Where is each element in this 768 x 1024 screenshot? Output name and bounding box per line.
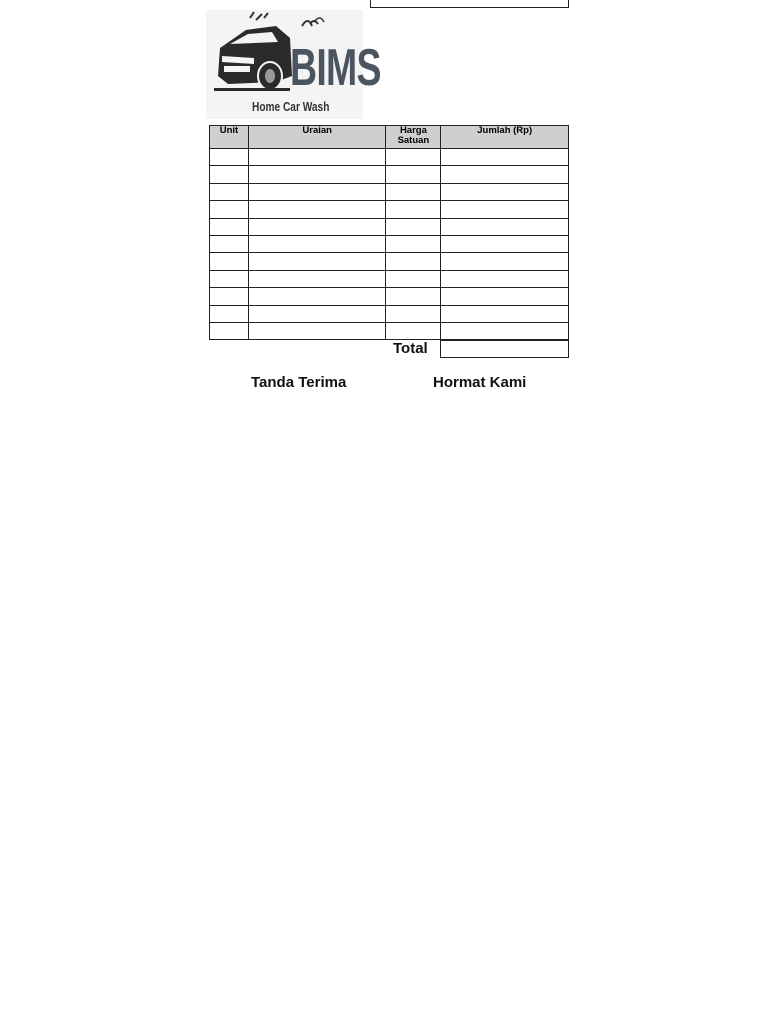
invoice-table [209, 125, 569, 340]
cell-unit [210, 218, 249, 235]
header-uraian: Uraian [248, 126, 386, 149]
cell-jumlah [441, 149, 569, 166]
cell-uraian [248, 305, 386, 322]
table-header-row [210, 126, 569, 149]
cell-jumlah [441, 253, 569, 270]
cell-unit [210, 166, 249, 183]
cell-unit [210, 149, 249, 166]
cell-unit [210, 305, 249, 322]
table-row [210, 288, 569, 305]
signature-receiver-label: Tanda Terima [251, 374, 347, 391]
table-row [210, 270, 569, 287]
cell-uraian [248, 235, 386, 252]
cell-unit [210, 253, 249, 270]
brand-name: BIMS [290, 39, 381, 97]
header-harga-line1: Harga [399, 125, 427, 136]
cell-unit [210, 288, 249, 305]
cell-uraian [248, 270, 386, 287]
cell-harga [386, 322, 441, 339]
table-row [210, 253, 569, 270]
cell-harga [386, 218, 441, 235]
header-jumlah: Jumlah (Rp) [441, 126, 569, 149]
cell-harga [386, 149, 441, 166]
cell-harga [386, 201, 441, 218]
table-row [210, 166, 569, 183]
cell-uraian [248, 288, 386, 305]
total-value-box [440, 340, 569, 358]
table-row [210, 218, 569, 235]
table-row [210, 235, 569, 252]
cell-unit [210, 201, 249, 218]
header-harga-satuan [386, 126, 441, 149]
table-row [210, 149, 569, 166]
cell-uraian [248, 166, 386, 183]
table-row [210, 305, 569, 322]
signature-sender-label: Hormat Kami [433, 374, 527, 391]
cell-harga [386, 235, 441, 252]
cell-uraian [248, 218, 386, 235]
table-row [210, 322, 569, 339]
header-unit: Unit [210, 126, 249, 149]
brand-tagline: Home Car Wash [252, 99, 330, 114]
cell-jumlah [441, 322, 569, 339]
cell-jumlah [441, 218, 569, 235]
cell-uraian [248, 149, 386, 166]
cell-jumlah [441, 305, 569, 322]
header-input-box [370, 0, 569, 8]
cell-harga [386, 288, 441, 305]
cell-jumlah [441, 270, 569, 287]
cell-jumlah [441, 288, 569, 305]
cell-jumlah [441, 166, 569, 183]
cell-uraian [248, 253, 386, 270]
cell-unit [210, 270, 249, 287]
cell-jumlah [441, 183, 569, 200]
cell-unit [210, 322, 249, 339]
table-row [210, 201, 569, 218]
cell-harga [386, 166, 441, 183]
cell-uraian [248, 183, 386, 200]
table-row [210, 183, 569, 200]
cell-harga [386, 183, 441, 200]
cell-jumlah [441, 235, 569, 252]
cell-jumlah [441, 201, 569, 218]
cell-unit [210, 183, 249, 200]
header-harga-line2: Satuan [397, 135, 430, 146]
cell-uraian [248, 201, 386, 218]
cell-uraian [248, 322, 386, 339]
cell-harga [386, 253, 441, 270]
cell-harga [386, 305, 441, 322]
total-label: Total [393, 340, 428, 357]
cell-unit [210, 235, 249, 252]
cell-harga [386, 270, 441, 287]
